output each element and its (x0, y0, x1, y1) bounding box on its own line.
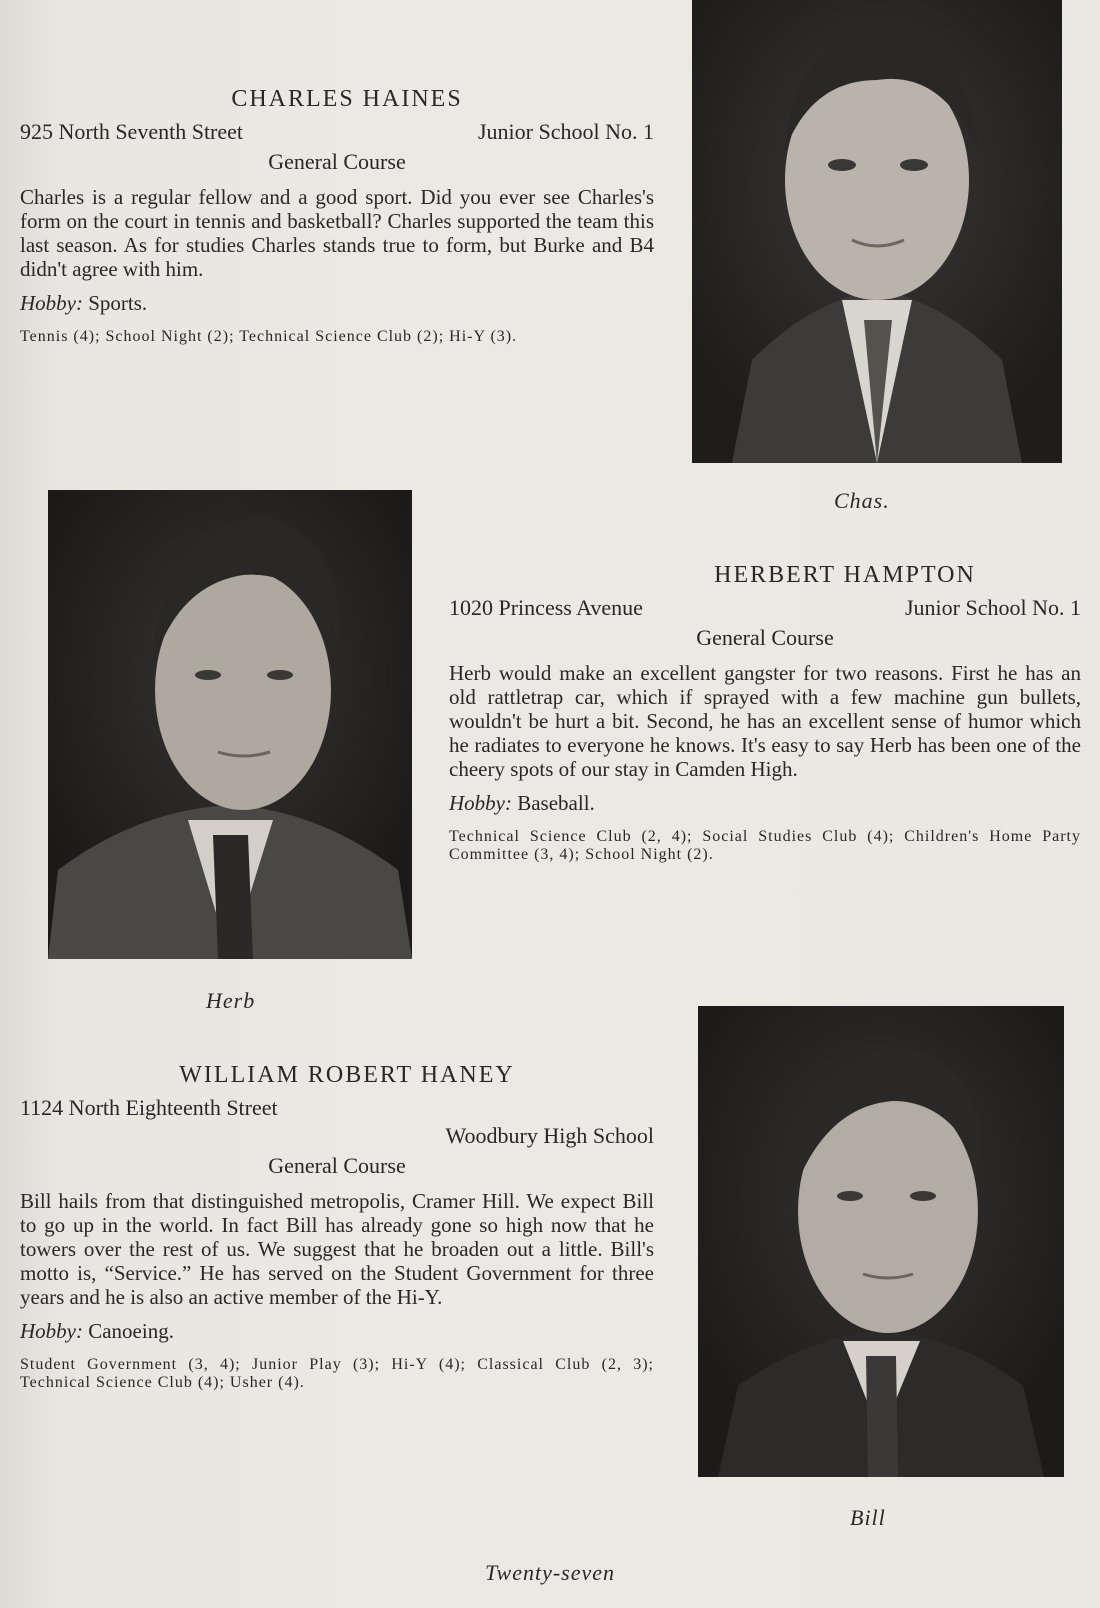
hobby-value: Baseball. (517, 791, 595, 815)
student-activities: Technical Science Club (2, 4); Social Studies Club (4); Children's Home Party Committee (3, 4); School Night (2). (449, 828, 1081, 863)
student-name: CHARLES HAINES (231, 86, 463, 112)
student-address: 1020 Princess Avenue (449, 595, 643, 620)
portrait-silhouette (698, 1006, 1064, 1477)
student-activities: Tennis (4); School Night (2); Technical Science Club (2); Hi-Y (3). (20, 328, 518, 345)
student-activities: Student Government (3, 4); Junior Play (3); Hi-Y (4); Classical Club (2, 3); Technical Science Club (4); Usher (4). (20, 1356, 654, 1391)
hobby-label: Hobby: (20, 291, 83, 315)
portrait-caption-herbert: Herb (206, 988, 256, 1013)
portrait-photo-herbert (48, 490, 412, 959)
hobby-value: Sports. (88, 291, 148, 315)
address-row (20, 1095, 654, 1121)
entry-william-haney (20, 1062, 654, 1392)
entry-herbert-hampton (449, 562, 1081, 864)
hobby-label: Hobby: (20, 1319, 83, 1343)
portrait-photo-william (698, 1006, 1064, 1477)
student-hobby (449, 791, 1081, 816)
portrait-caption-william: Bill (850, 1505, 886, 1530)
student-bio: Charles is a regular fellow and a good sport. Did you ever see Charles's form on the court in tennis and basketball? Charles supported the team this last season. As for studies Charles stands true to form, but Burke and B4 didn't agree with him. (20, 185, 654, 281)
portrait-caption-charles: Chas. (834, 488, 890, 513)
student-bio: Bill hails from that distinguished metropolis, Cramer Hill. We expect Bill to go up in the world. In fact Bill has already gone so high now that he towers over the rest of us. We suggest that he broaden out a little. Bill's motto is, “Service.” He has served on the Student Government for three years and he is also an active member of the Hi-Y. (20, 1189, 654, 1309)
student-prior-school: Junior School No. 1 (478, 119, 654, 144)
student-hobby (20, 291, 654, 316)
portrait-silhouette (692, 0, 1062, 463)
portrait-photo-charles (692, 0, 1062, 463)
hobby-value: Canoeing. (88, 1319, 174, 1343)
student-hobby (20, 1319, 654, 1344)
student-course: General Course (268, 1153, 406, 1178)
entry-charles-haines (20, 86, 654, 346)
student-course: General Course (696, 625, 834, 650)
address-row (20, 119, 654, 145)
address-row (449, 595, 1081, 621)
page-number: Twenty-seven (484, 1560, 616, 1585)
portrait-silhouette (48, 490, 412, 959)
student-name: WILLIAM ROBERT HANEY (179, 1062, 515, 1088)
student-bio: Herb would make an excellent gangster for two reasons. First he has an old rattletrap car, which if sprayed with a few machine gun bullets, wouldn't be hurt a bit. Second, he has an excellent sense of humor which he radiates to everyone he knows. It's easy to say Herb has been one of the cheery spots of our stay in Camden High. (449, 661, 1081, 781)
student-address: 1124 North Eighteenth Street (20, 1095, 278, 1120)
student-course: General Course (268, 149, 406, 174)
student-name: HERBERT HAMPTON (714, 562, 976, 588)
student-prior-school: Junior School No. 1 (905, 595, 1081, 620)
student-prior-school: Woodbury High School (445, 1123, 654, 1148)
student-address: 925 North Seventh Street (20, 119, 244, 144)
hobby-label: Hobby: (449, 791, 512, 815)
